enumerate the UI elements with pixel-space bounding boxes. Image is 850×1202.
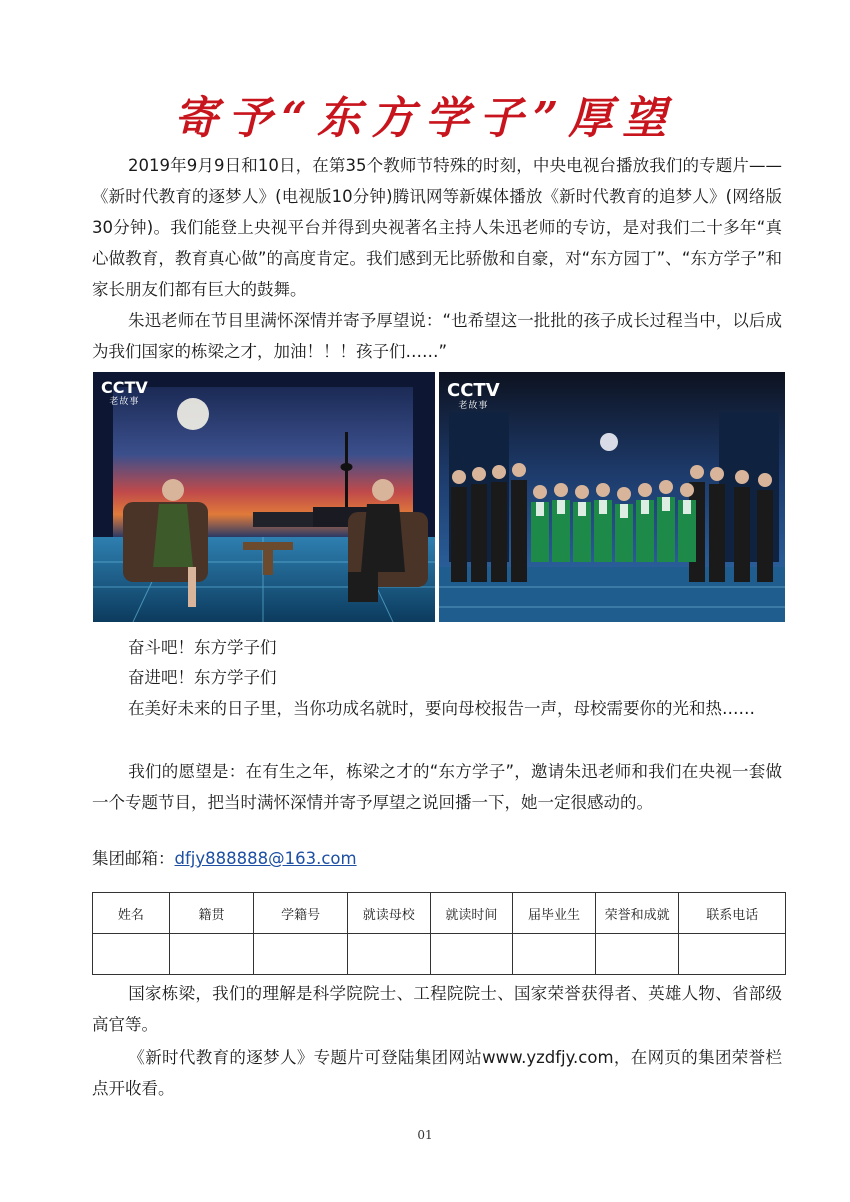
- table-header-cell: 籍贯: [169, 893, 254, 934]
- photo-strip: [93, 372, 785, 622]
- table-cell-student-id[interactable]: [254, 934, 348, 975]
- table-header-cell: 姓名: [93, 893, 170, 934]
- interview-photo: [93, 372, 435, 622]
- table-cell-name[interactable]: [93, 934, 170, 975]
- email-label: 集团邮箱：: [92, 849, 175, 868]
- paragraph-quote-text: 朱迅老师在节目里满怀深情并寄予厚望说：“也希望这一批批的孩子成长过程当中，以后成为我们国家的栋梁之才，加油！！！孩子们……”: [92, 311, 782, 361]
- paragraph-future: 在美好未来的日子里，当你功成名就时，要向母校报告一声，母校需要你的光和热……: [128, 699, 755, 718]
- paragraph-pillars: 国家栋梁，我们的理解是科学院院士、工程院院士、国家荣誉获得者、英雄人物、省部级高官等。: [92, 984, 782, 1034]
- table-cell-period[interactable]: [430, 934, 513, 975]
- paragraph-intro-text: 2019年9月9日和10日，在第35个教师节特殊的时刻，中央电视台播放我们的专题片——《新时代教育的逐梦人》(电视版10分钟)腾讯网等新媒体播放《新时代教育的追梦人》(网络版30分钟)。我们能登上央视平台并得到央视著名主持人朱迅老师的专访，是对我们二十多年“真心做教育，教育真心做”的高度肯定。我们感到无比骄傲和自豪，对“东方园丁”、“东方学子”和家长朋友们都有巨大的鼓舞。: [92, 156, 782, 299]
- email-link[interactable]: dfjy888888@163.com: [174, 849, 357, 868]
- paragraph-wish: 我们的愿望是：在有生之年，栋梁之才的“东方学子”，邀请朱迅老师和我们在央视一套做一个专题节目，把当时满怀深情并寄予厚望之说回播一下，她一定很感动的。: [92, 762, 782, 812]
- cctv-logo-right: CCTV 老故事: [447, 380, 500, 411]
- table-header-cell: 就读时间: [430, 893, 513, 934]
- table-header-row: [93, 893, 786, 934]
- interview-scene: [93, 372, 435, 622]
- table-header-cell: 就读母校: [347, 893, 430, 934]
- paragraph-intro: [92, 150, 782, 305]
- table-cell-graduate-year[interactable]: [513, 934, 596, 975]
- group-email: [92, 845, 357, 873]
- cctv-logo-left: CCTV 老故事: [101, 378, 148, 407]
- page-title: 寄予“东方学子”厚望: [173, 93, 677, 144]
- table-header-cell: 联系电话: [679, 893, 786, 934]
- paragraph-quote: [92, 305, 782, 367]
- group-photo: [439, 372, 785, 622]
- table-header-cell: 学籍号: [254, 893, 348, 934]
- table-row: [93, 934, 786, 975]
- table-cell-phone[interactable]: [679, 934, 786, 975]
- paragraph-website: 《新时代教育的逐梦人》专题片可登陆集团网站www.yzdfjy.com，在网页的集团荣誉栏点开收看。: [92, 1048, 782, 1098]
- table-header-cell: 届毕业生: [513, 893, 596, 934]
- cheer-line-2: 奋进吧！东方学子们: [128, 668, 277, 687]
- table-cell-honors[interactable]: [595, 934, 679, 975]
- alumni-info-table: [92, 892, 786, 975]
- page-number: 01: [417, 1128, 433, 1142]
- cheer-line-1: 奋斗吧！东方学子们: [128, 638, 277, 657]
- table-cell-school[interactable]: [347, 934, 430, 975]
- table-cell-hometown[interactable]: [169, 934, 254, 975]
- table-header-cell: 荣誉和成就: [595, 893, 679, 934]
